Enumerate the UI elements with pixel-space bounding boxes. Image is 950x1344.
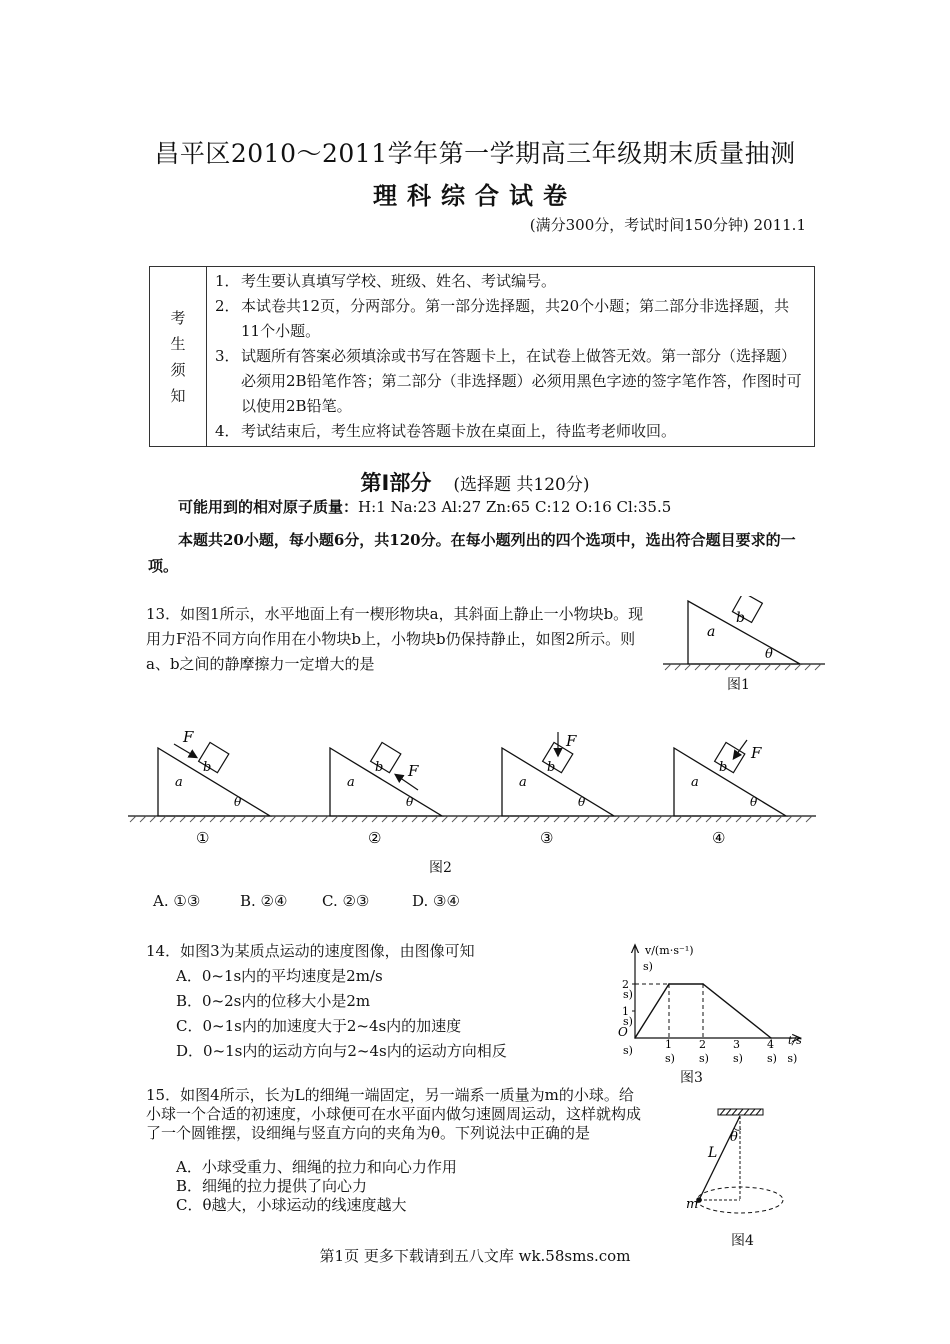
notice-item: 4． 考试结束后，考生应将试卷答题卡放在桌面上，待监考老师收回。 [215, 422, 677, 440]
figure-3-chart [605, 938, 820, 1068]
stray-fragment: s) [643, 960, 653, 973]
svg-text:θ: θ [406, 795, 414, 809]
q14-option: A．0~1s内的平均速度是2m/s [176, 967, 383, 985]
y-tick-label: 2 [622, 978, 629, 991]
data-point [702, 983, 704, 985]
q15-stem: 15．如图4所示，长为L的细绳一端固定，另一端系一质量为m的小球。给小球一个合适的初速度，小球便可在水平面内做匀速圆周运动，这样就构成了一个圆锥摆，设细绳与竖直方向的夹角为θ。下列说法中正确的是 [146, 1086, 642, 1142]
q14-option: D．0~1s内的运动方向与2~4s内的运动方向相反 [176, 1042, 507, 1060]
q13-option: A. ①③ [153, 892, 201, 910]
notice-label: 考 生 须 知 [150, 267, 207, 447]
panel-label: ④ [712, 829, 726, 847]
fig2-panel-2 [300, 742, 472, 847]
data-point [668, 983, 670, 985]
score-line: (满分300分，考试时间150分钟) 2011.1 [529, 216, 806, 234]
fig2-panel-3 [472, 732, 644, 847]
svg-text:b: b [375, 760, 384, 775]
stray-fragment: s) [623, 1015, 633, 1028]
panel-label: ③ [540, 829, 554, 847]
fig4-caption: 图4 [731, 1233, 754, 1249]
fig1-label-b: b [736, 610, 745, 626]
x-axis-label: t/s [788, 1034, 802, 1047]
y-axis-label: v/(m⋅s⁻¹) [645, 944, 694, 957]
exam-title: 昌平区2010～2011学年第一学期高三年级期末质量抽测 [154, 139, 796, 168]
fig2-caption: 图2 [429, 860, 452, 876]
svg-text:b: b [203, 760, 212, 775]
panel-label: ① [196, 829, 210, 847]
stray-fragment: s) [665, 1052, 675, 1065]
origin-label: O [618, 1025, 628, 1039]
q13-option: B. ②④ [240, 892, 288, 910]
svg-text:F: F [751, 744, 762, 762]
notice-item: 1． 考生要认真填写学校、班级、姓名、考试编号。 [215, 272, 557, 290]
q13-option: D. ③④ [412, 892, 460, 910]
q13-stem: 13．如图1所示，水平地面上有一楔形物块a，其斜面上静止一小物块b。现用力F沿不同方向作用在小物块b上，小物块b仍保持静止，如图2所示。则a、b之间的静摩擦力一定增大的是 [146, 605, 644, 673]
svg-text:F: F [408, 762, 419, 780]
data-point [634, 1037, 636, 1039]
x-tick-label: 4 [767, 1038, 774, 1051]
notice-item: 2． 本试卷共12页，分两部分。第一部分选择题，共20个小题；第二部分非选择题，共11个小题。 [215, 297, 790, 340]
stray-fragment: s) [623, 988, 633, 1001]
notice-table [149, 266, 815, 447]
figure-2 [128, 730, 828, 855]
fig4-label-theta: θ [730, 1130, 738, 1145]
stray-fragment: s) [699, 1052, 709, 1065]
fig2-panel-4 [644, 740, 816, 847]
fig4-label-m: m [686, 1197, 699, 1212]
svg-text:F: F [183, 730, 194, 746]
exam-subtitle: 理科综合试卷 [373, 181, 577, 210]
q14-option: B．0~2s内的位移大小是2m [176, 992, 371, 1010]
svg-text:b: b [547, 760, 556, 775]
fig1-caption: 图1 [727, 677, 750, 693]
notice-item: 3． 试题所有答案必须填涂或书写在答题卡上，在试卷上做答无效。第一部分（选择题）必须用2B铅笔作答；第二部分（非选择题）必须用黑色字迹的签字笔作答，作图时可以使用2B铅笔。 [215, 347, 802, 415]
fig2-panel-1 [128, 730, 300, 847]
page-footer: 第1页 更多下载请到五八文库 wk.58sms.com [319, 1247, 631, 1265]
svg-text:F: F [566, 732, 577, 750]
svg-text:θ: θ [234, 795, 242, 809]
part-heading: 第Ⅰ部分 (选择题 共120分) [360, 471, 590, 495]
svg-text:b: b [719, 760, 728, 775]
q15-option: A．小球受重力、细绳的拉力和向心力作用 [176, 1158, 457, 1176]
stray-fragment: s) [623, 1044, 633, 1057]
stray-fragment: s) [787, 1052, 798, 1065]
panel-label: ② [368, 829, 382, 847]
x-tick-label: 1 [665, 1038, 672, 1051]
x-tick-label: 3 [733, 1038, 740, 1051]
q14-option: C．0~1s内的加速度大于2~4s内的加速度 [176, 1017, 462, 1035]
q13-option: C. ②③ [322, 892, 370, 910]
svg-text:a: a [347, 775, 355, 790]
svg-text:a: a [519, 775, 527, 790]
stray-fragment: s) [733, 1052, 743, 1065]
fig3-caption: 图3 [680, 1070, 703, 1086]
svg-text:θ: θ [750, 795, 758, 809]
x-tick-label: 2 [699, 1038, 706, 1051]
stray-fragment: s) [767, 1052, 777, 1065]
q15-option: B．细绳的拉力提供了向心力 [176, 1177, 368, 1195]
svg-text:a: a [691, 775, 699, 790]
svg-text:θ: θ [578, 795, 586, 809]
figure-4 [680, 1102, 810, 1227]
fig1-label-theta: θ [765, 647, 773, 662]
svg-text:a: a [175, 775, 183, 790]
atomic-masses: 可能用到的相对原子质量：H:1 Na:23 Al:27 Zn:65 C:12 O:16 Cl:35.5 [178, 498, 672, 516]
y-tick-label: 1 [622, 1005, 629, 1018]
fig4-label-L: L [708, 1145, 718, 1161]
notice-items [207, 267, 815, 447]
section-instruction: 本题共20小题，每小题6分，共120分。在每小题列出的四个选项中，选出符合题目要求的一项。 [148, 531, 796, 575]
q14-stem: 14．如图3为某质点运动的速度图像，由图像可知 [146, 942, 475, 960]
fig1-label-a: a [707, 624, 716, 640]
q15-option: C．θ越大，小球运动的线速度越大 [176, 1196, 407, 1214]
